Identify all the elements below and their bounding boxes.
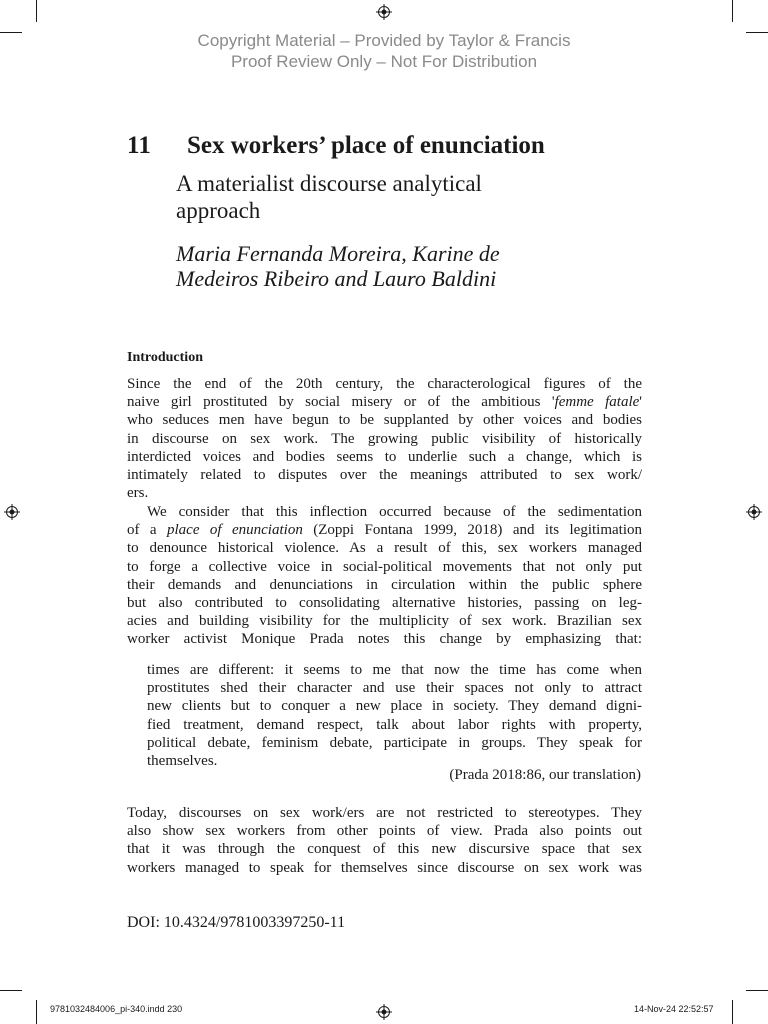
crop-mark-top-left — [36, 0, 37, 22]
registration-mark-right-icon — [746, 504, 762, 520]
copyright-notice: Copyright Material – Provided by Taylor & Francis — [197, 31, 571, 50]
text-line: acies and building visibility for the multiplicity of sex work. Brazilian sex — [127, 613, 642, 630]
crop-mark-bottom-right — [732, 1000, 733, 1024]
subtitle-line: approach — [176, 198, 261, 223]
text-line: Today, discourses on sex work/ers are not restricted to stereotypes. They — [127, 805, 642, 821]
text-line: that it was through the conquest of this new discursive space that sex — [127, 841, 642, 858]
subtitle-line: A materialist discourse analytical — [176, 171, 482, 196]
quote-citation: (Prada 2018:86, our translation) — [449, 767, 641, 783]
registration-mark-bottom-icon — [376, 1004, 392, 1020]
text-line: in discourse on sex work. The growing public visibility of historically — [127, 430, 642, 447]
chapter-subtitle — [176, 170, 596, 224]
text-line: Since the end of the 20th century, the characterological figures of the — [127, 376, 642, 392]
text-line: to forge a collective voice in social-political movements that not only put — [127, 558, 642, 575]
registration-mark-left-icon — [4, 504, 20, 520]
registration-mark-top-icon — [376, 4, 392, 20]
quote-line: times are different: it seems to me that now the time has come when — [147, 662, 642, 678]
text-line: We consider that this inflection occurred because of the sedimentation — [147, 504, 642, 520]
text-line: workers managed to speak for themselves since discourse on sex work was — [127, 859, 642, 876]
proof-notice: Proof Review Only – Not For Distribution — [230, 52, 538, 71]
text-line: intimately related to disputes over the meanings attributed to sex work/ — [127, 467, 642, 484]
text-line — [127, 393, 642, 411]
text-run: of a — [127, 522, 167, 539]
paragraph-intro — [127, 375, 642, 502]
emphasis-text: femme fatale — [554, 394, 640, 411]
chapter-title: Sex workers’ place of enunciation — [187, 132, 545, 159]
chapter-number: 11 — [127, 132, 152, 159]
text-line: ers. — [127, 485, 149, 502]
chapter-authors — [176, 241, 616, 291]
text-line: also show sex workers from other points of view. Prada also points out — [127, 823, 642, 840]
crop-mark-left-bottom — [0, 990, 22, 991]
text-line: who seduces men have begun to be supplanted by other voices and bodies — [127, 412, 642, 429]
quote-line: fied treatment, demand respect, talk about labor rights with property, — [147, 716, 642, 733]
section-heading: Introduction — [127, 350, 203, 365]
text-line: to denounce historical violence. As a result of this, sex workers managed — [127, 540, 642, 557]
text-line: interdicted voices and bodies seems to underlie such a change, which is — [127, 448, 642, 465]
slug-file-info: 9781032484006_pi-340.indd 230 — [50, 1004, 183, 1014]
paragraph-today — [127, 804, 642, 877]
crop-mark-bottom-left — [36, 1000, 37, 1024]
slug-timestamp: 14-Nov-24 22:52:57 — [634, 1004, 714, 1014]
quote-line: new clients but to conquer a new place in society. They demand digni- — [147, 698, 642, 715]
text-run: ' — [639, 394, 642, 411]
text-line: but also contributed to consolidating alternative histories, passing on leg- — [127, 595, 642, 612]
crop-mark-right-bottom — [746, 990, 768, 991]
authors-line: Medeiros Ribeiro and Lauro Baldini — [176, 266, 497, 291]
text-line: their demands and denunciations in circulation within the public sphere — [127, 576, 642, 593]
paragraph-inflection — [127, 503, 642, 649]
authors-line: Maria Fernanda Moreira, Karine de — [176, 241, 500, 266]
doi-identifier: DOI: 10.4324/9781003397250-11 — [127, 914, 346, 931]
quote-line: themselves. — [147, 753, 218, 770]
text-run: (Zoppi Fontana 1999, 2018) and its legitimation — [302, 522, 643, 539]
quote-line: prostitutes shed their character and use their spaces not only to attract — [147, 680, 642, 697]
quote-line: political debate, feminism debate, participate in groups. They speak for — [147, 734, 642, 751]
emphasis-text: place of enunciation — [167, 522, 303, 539]
text-run: naive girl prostituted by social misery or of the ambitious ' — [127, 394, 555, 411]
crop-mark-top-right — [732, 0, 733, 22]
text-line: worker activist Monique Prada notes this change by emphasizing that: — [127, 631, 642, 648]
text-line — [127, 521, 642, 539]
block-quote — [147, 661, 642, 770]
